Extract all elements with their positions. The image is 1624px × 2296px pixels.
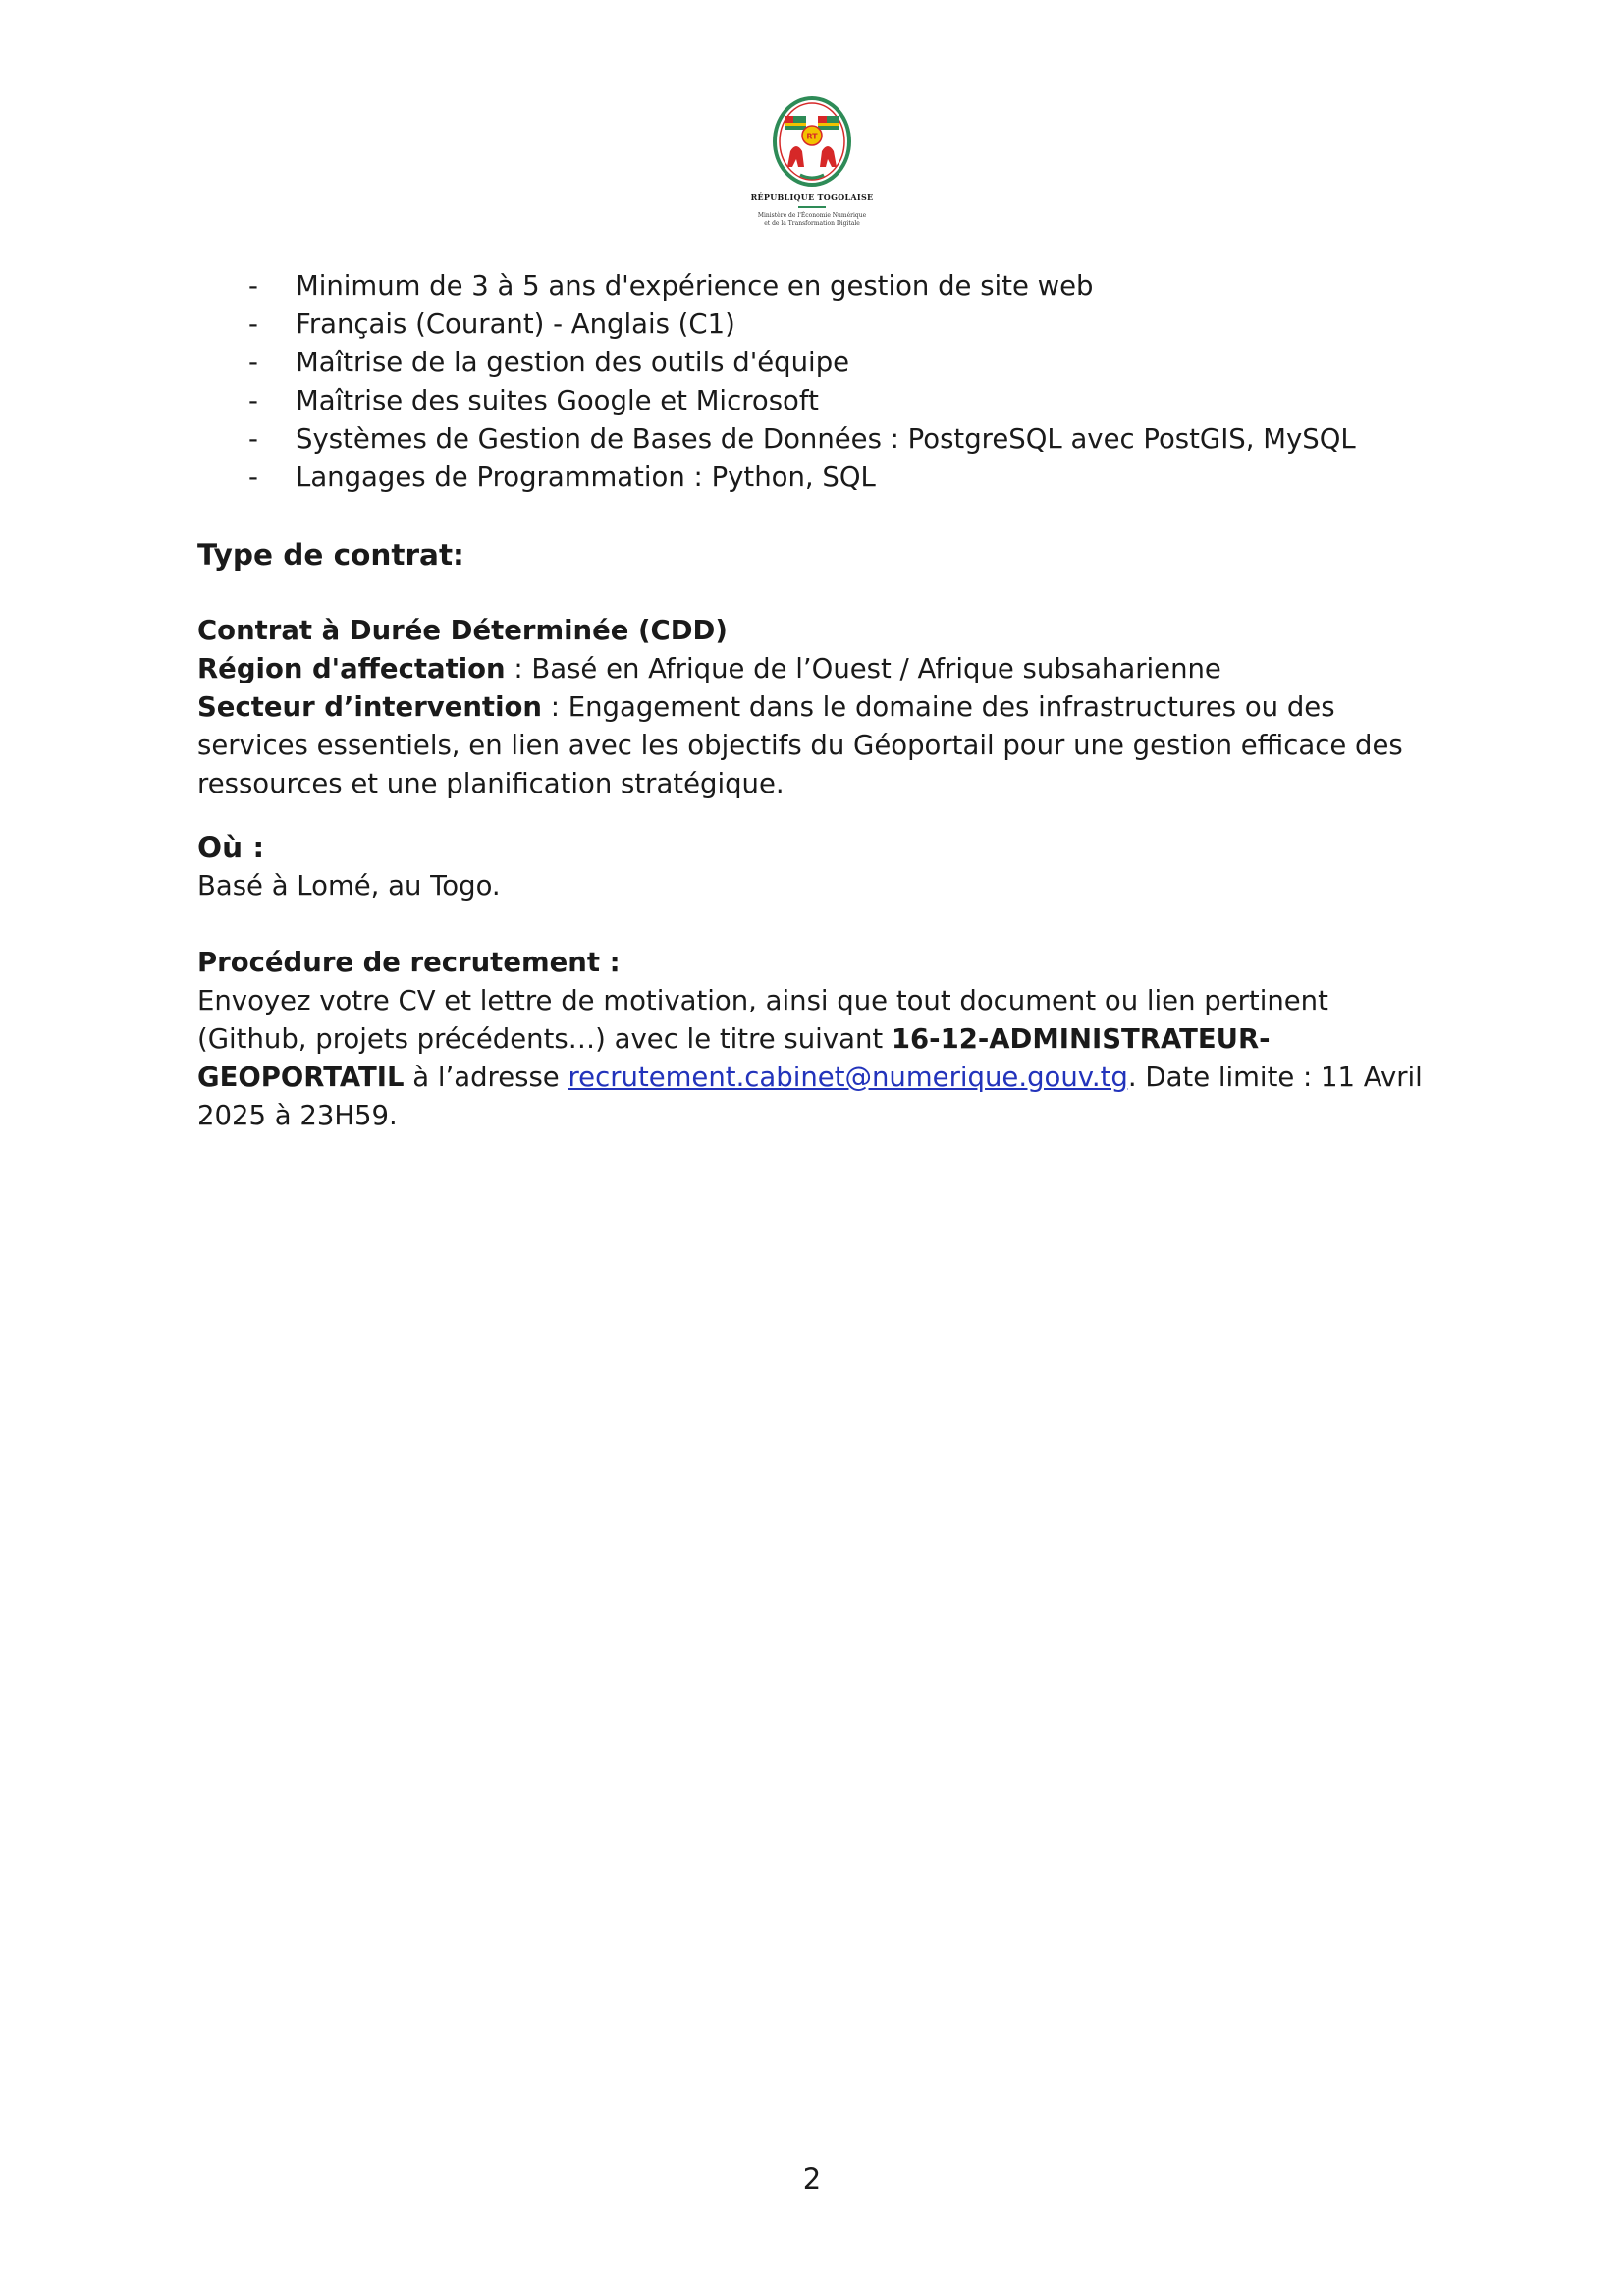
list-dash: - bbox=[248, 462, 258, 493]
list-item bbox=[197, 459, 1435, 497]
application-reference: 16-12-ADMINISTRATEUR-GEOPORTATIL bbox=[197, 1023, 1271, 1093]
list-dash: - bbox=[248, 423, 258, 455]
location-heading: Où : bbox=[197, 831, 265, 864]
requirement-text: Maîtrise des suites Google et Microsoft bbox=[296, 385, 819, 416]
list-item bbox=[197, 344, 1435, 382]
list-item bbox=[197, 382, 1435, 420]
procedure-paragraph bbox=[197, 982, 1435, 1135]
recruitment-email-link[interactable]: recrutement.cabinet@numerique.gouv.tg bbox=[568, 1062, 1128, 1093]
region-paragraph bbox=[197, 650, 1435, 688]
requirements-list bbox=[197, 267, 1435, 497]
ministry-line-1: Ministère de l'Économie Numérique bbox=[757, 212, 867, 219]
list-item bbox=[197, 305, 1435, 344]
togo-coat-of-arms-icon bbox=[771, 94, 853, 189]
location-text: Basé à Lomé, au Togo. bbox=[197, 870, 501, 902]
procedure-text-start: Envoyez votre CV et lettre de motivation, ainsi que tout document ou lien pertinent (Github, projets précédents…) avec le titre suivant bbox=[197, 985, 1328, 1055]
list-dash: - bbox=[248, 385, 258, 416]
list-dash: - bbox=[248, 270, 258, 301]
header-divider bbox=[798, 206, 826, 208]
republic-name: RÉPUBLIQUE TOGOLAISE bbox=[750, 192, 874, 202]
procedure-text-middle: à l’adresse bbox=[404, 1062, 568, 1093]
procedure-heading: Procédure de recrutement : bbox=[197, 947, 621, 978]
contract-type: Contrat à Durée Déterminée (CDD) bbox=[197, 615, 728, 646]
sector-paragraph bbox=[197, 688, 1435, 803]
deadline-text: . Date limite : 11 Avril 2025 à 23H59. bbox=[197, 1062, 1423, 1131]
requirement-text: Systèmes de Gestion de Bases de Données : PostgreSQL avec PostGIS, MySQL bbox=[296, 423, 1356, 455]
requirement-text: Maîtrise de la gestion des outils d'équipe bbox=[296, 347, 850, 378]
region-label: Région d'affectation bbox=[197, 653, 506, 684]
page-number: 2 bbox=[802, 2162, 822, 2196]
region-value: : Basé en Afrique de l’Ouest / Afrique subsaharienne bbox=[505, 653, 1221, 684]
contract-heading: Type de contrat: bbox=[197, 538, 464, 572]
list-dash: - bbox=[248, 347, 258, 378]
requirement-text: Langages de Programmation : Python, SQL bbox=[296, 462, 876, 493]
requirement-text: Français (Courant) - Anglais (C1) bbox=[296, 308, 735, 340]
requirement-text: Minimum de 3 à 5 ans d'expérience en gestion de site web bbox=[296, 270, 1094, 301]
emblem-monogram: RT bbox=[806, 132, 818, 141]
ministry-line-2: et de la Transformation Digitale bbox=[764, 220, 860, 227]
document-body bbox=[197, 267, 1435, 1135]
list-item bbox=[197, 267, 1435, 305]
list-dash: - bbox=[248, 308, 258, 340]
sector-value: : Engagement dans le domaine des infrastructures ou des services essentiels, en lien avec les objectifs du Géoportail pour une gestion efficace des ressources et une planification stratégique. bbox=[197, 691, 1403, 799]
sector-label: Secteur d’intervention bbox=[197, 691, 542, 723]
letterhead bbox=[0, 94, 1624, 228]
list-item bbox=[197, 420, 1435, 459]
